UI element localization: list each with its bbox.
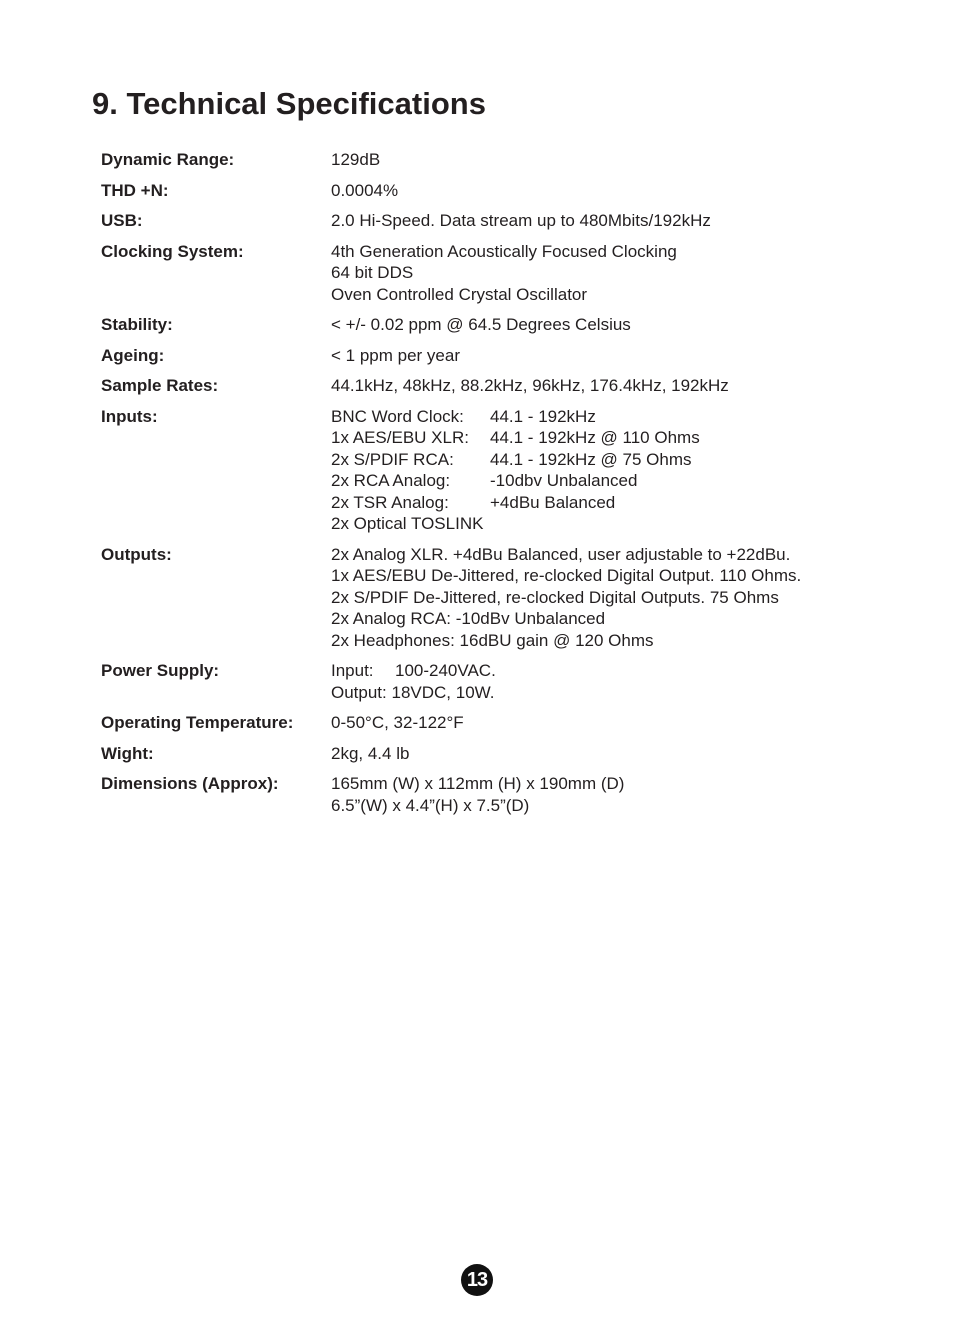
power-name: Output: [331,682,387,702]
input-item [331,427,861,449]
power-name: Input: [331,661,374,680]
spec-label: Clocking System: [101,241,244,261]
input-item [331,449,861,471]
spec-value-line: 1x AES/EBU De-Jittered, re-clocked Digital Output. 110 Ohms. [331,566,802,585]
spec-row-power-supply [101,660,861,703]
spec-row-inputs [101,406,861,535]
spec-value: 2.0 Hi-Speed. Data stream up to 480Mbits/192kHz [331,211,711,230]
spec-row-sample-rates [101,375,861,397]
spec-value-line: 2x S/PDIF De-Jittered, re-clocked Digital Outputs. 75 Ohms [331,587,779,607]
input-name: 2x Optical TOSLINK [331,514,484,533]
spec-value: < +/- 0.02 ppm @ 64.5 Degrees Celsius [331,315,631,334]
input-item [331,470,861,492]
spec-label: Stability: [101,315,173,334]
spec-label: USB: [101,211,143,230]
spec-value: 44.1kHz, 48kHz, 88.2kHz, 96kHz, 176.4kHz, 192kHz [331,376,729,395]
spec-row-ageing [101,345,861,367]
input-name: BNC Word Clock: [331,406,464,426]
input-name: 2x TSR Analog: [331,492,449,512]
spec-label: Inputs: [101,406,158,426]
spec-row-thd [101,180,861,202]
spec-value-line: 6.5”(W) x 4.4”(H) x 7.5”(D) [331,795,530,815]
spec-value-line: 2x Analog XLR. +4dBu Balanced, user adjustable to +22dBu. [331,544,791,564]
spec-value-line: 4th Generation Acoustically Focused Clocking [331,241,677,261]
input-item [331,492,861,514]
spec-value: 129dB [331,150,381,169]
power-item [331,660,861,682]
input-item [331,513,861,535]
power-value: 18VDC, 10W. [391,682,495,702]
spec-row-outputs [101,544,861,652]
input-name: 2x S/PDIF RCA: [331,449,454,469]
power-item [331,682,861,704]
input-value: 44.1 - 192kHz @ 75 Ohms [490,449,692,469]
spec-row-dynamic-range [101,149,861,171]
spec-label: THD +N: [101,180,169,200]
spec-value-line: Oven Controlled Crystal Oscillator [331,284,588,304]
input-item [331,406,861,428]
spec-row-stability [101,314,861,336]
spec-value: 2kg, 4.4 lb [331,743,410,763]
page-title: 9. Technical Specifications [92,86,486,121]
input-name: 1x AES/EBU XLR: [331,428,469,447]
spec-table [101,149,861,825]
spec-row-usb [101,210,861,232]
spec-label: Ageing: [101,345,165,365]
input-value: -10dbv Unbalanced [490,471,638,490]
spec-value: 0-50°C, 32-122°F [331,713,464,732]
spec-value-line: 2x Analog RCA: -10dBv Unbalanced [331,609,606,628]
page-number-badge: 13 [461,1264,493,1296]
spec-label: Sample Rates: [101,376,219,395]
spec-label: Power Supply: [101,661,220,680]
spec-label: Outputs: [101,544,172,564]
spec-row-operating-temperature [101,712,861,734]
input-value: +4dBu Balanced [490,492,616,512]
spec-label: Wight: [101,743,154,763]
spec-row-dimensions [101,773,861,816]
power-value: 100-240VAC. [395,661,496,680]
spec-value-line: 165mm (W) x 112mm (H) x 190mm (D) [331,774,625,793]
input-value: 44.1 - 192kHz [490,406,596,426]
spec-value: 0.0004% [331,180,399,200]
input-value: 44.1 - 192kHz @ 110 Ohms [490,428,700,447]
spec-row-clocking [101,241,861,306]
spec-label: Dimensions (Approx): [101,774,279,793]
spec-label: Operating Temperature: [101,713,294,732]
spec-row-weight [101,743,861,765]
input-name: 2x RCA Analog: [331,471,451,490]
spec-value-line: 64 bit DDS [331,263,414,282]
spec-label: Dynamic Range: [101,150,235,169]
spec-value-line: 2x Headphones: 16dBU gain @ 120 Ohms [331,630,654,650]
spec-value: < 1 ppm per year [331,345,460,365]
